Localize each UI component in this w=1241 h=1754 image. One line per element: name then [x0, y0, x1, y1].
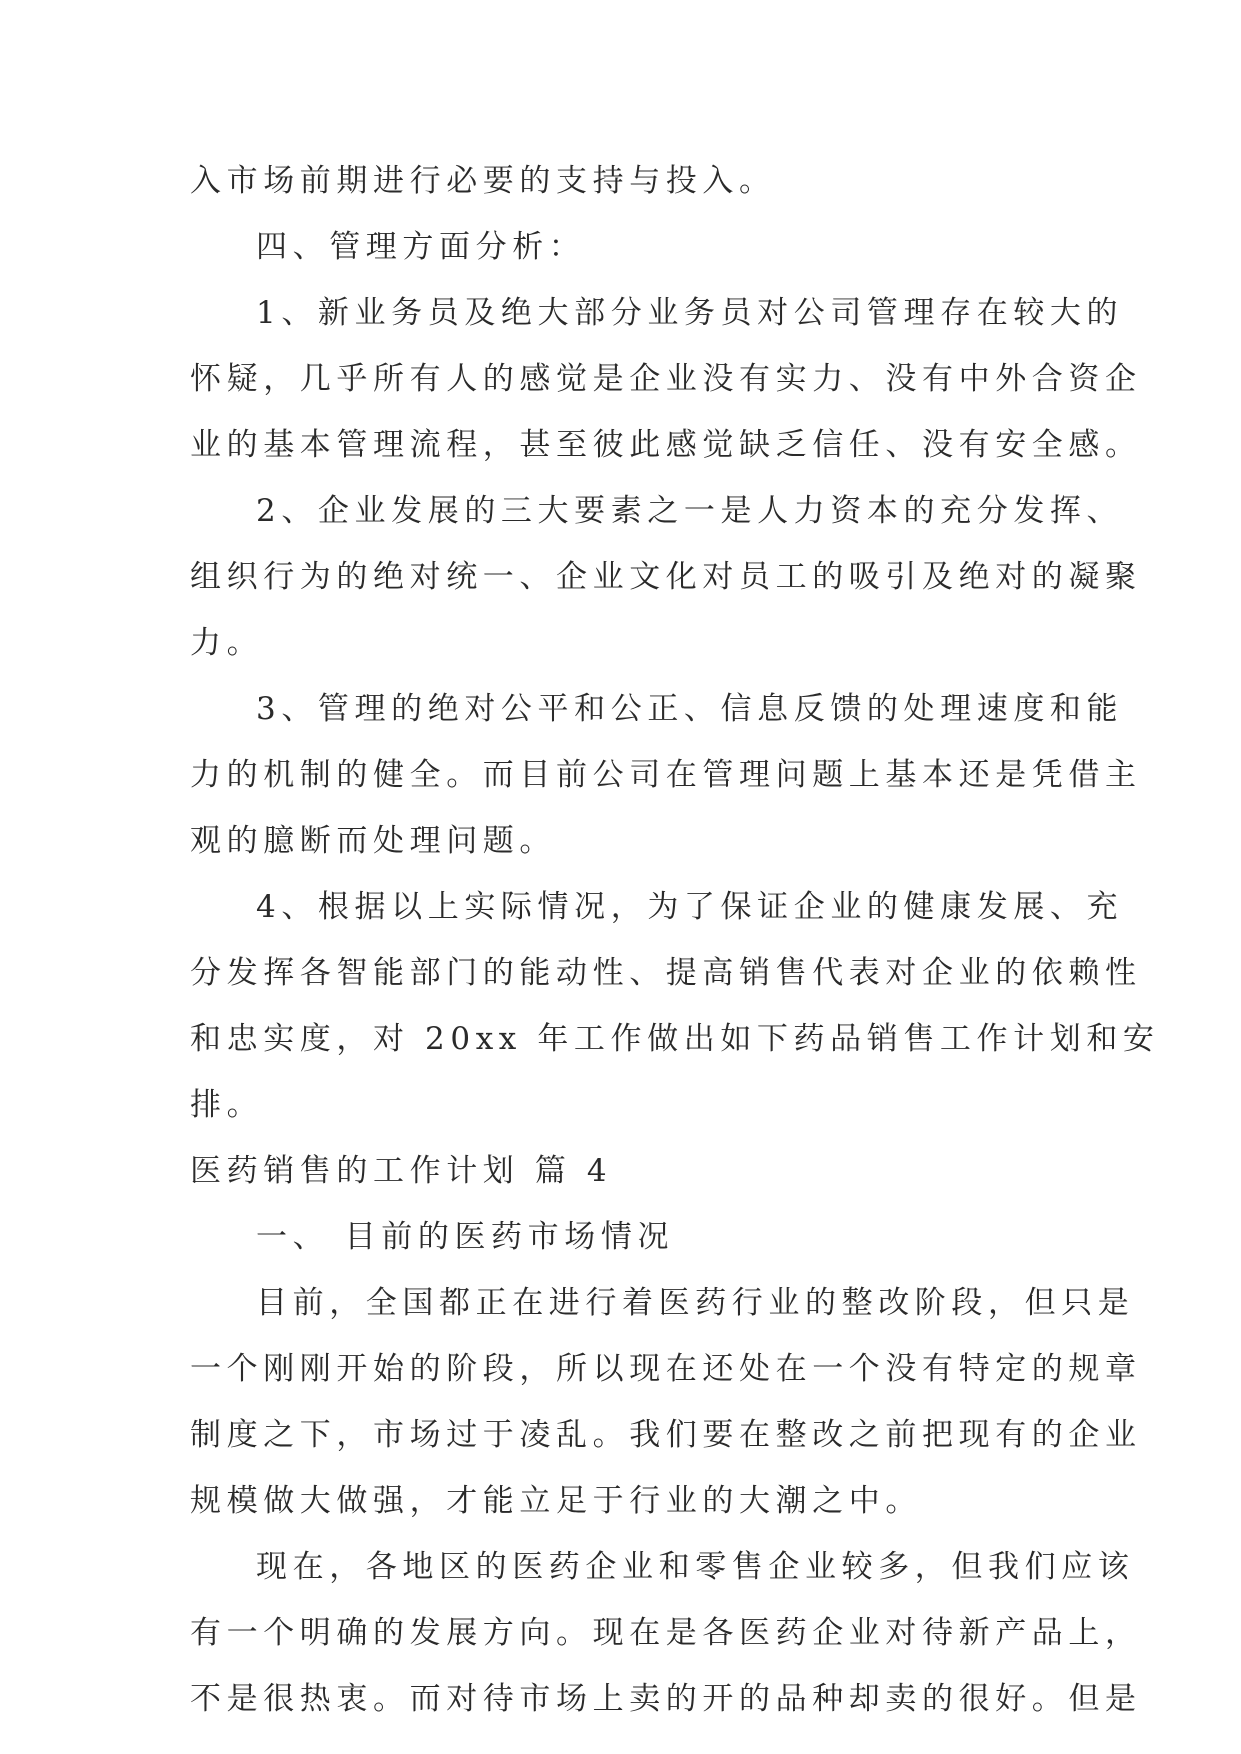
paragraph-line: 目前，全国都正在进行着医药行业的整改阶段，但只是 — [256, 1285, 1135, 1321]
paragraph-line: 力的机制的健全。而目前公司在管理问题上基本还是凭借主 — [190, 757, 1142, 793]
document-body — [190, 148, 1160, 1732]
paragraph-line: 现在，各地区的医药企业和零售企业较多，但我们应该 — [256, 1549, 1135, 1585]
paragraph-line: 入市场前期进行必要的支持与投入。 — [190, 163, 776, 199]
paragraph-line: 一个刚刚开始的阶段，所以现在还处在一个没有特定的规章 — [190, 1351, 1142, 1387]
section-heading: 四、管理方面分析： — [256, 229, 586, 265]
paragraph-line: 业的基本管理流程，甚至彼此感觉缺乏信任、没有安全感。 — [190, 427, 1142, 463]
paragraph-line: 分发挥各智能部门的能动性、提高销售代表对企业的依赖性 — [190, 955, 1142, 991]
paragraph-line: 2、企业发展的三大要素之一是人力资本的充分发挥、 — [256, 493, 1124, 529]
paragraph-line: 制度之下，市场过于凌乱。我们要在整改之前把现有的企业 — [190, 1417, 1142, 1453]
paragraph-line: 观的臆断而处理问题。 — [190, 823, 556, 859]
paragraph-line: 组织行为的绝对统一、企业文化对员工的吸引及绝对的凝聚 — [190, 559, 1142, 595]
paragraph-line: 3、管理的绝对公平和公正、信息反馈的处理速度和能 — [256, 691, 1124, 727]
paragraph-line: 排。 — [190, 1087, 264, 1123]
paragraph-line: 规模做大做强，才能立足于行业的大潮之中。 — [190, 1483, 922, 1519]
paragraph-line: 和忠实度，对 20xx 年工作做出如下药品销售工作计划和安 — [190, 1021, 1160, 1057]
paragraph-line: 4、根据以上实际情况，为了保证企业的健康发展、充 — [256, 889, 1124, 925]
paragraph-line: 有一个明确的发展方向。现在是各医药企业对待新产品上， — [190, 1615, 1142, 1651]
section-heading: 一、 目前的医药市场情况 — [256, 1219, 675, 1255]
paragraph-line: 不是很热衷。而对待市场上卖的开的品种却卖的很好。但是 — [190, 1681, 1142, 1717]
paragraph-line: 怀疑，几乎所有人的感觉是企业没有实力、没有中外合资企 — [190, 361, 1142, 397]
article-title: 医药销售的工作计划 篇 4 — [190, 1153, 613, 1189]
paragraph-line: 1、新业务员及绝大部分业务员对公司管理存在较大的 — [256, 295, 1124, 331]
paragraph-line: 力。 — [190, 625, 264, 661]
